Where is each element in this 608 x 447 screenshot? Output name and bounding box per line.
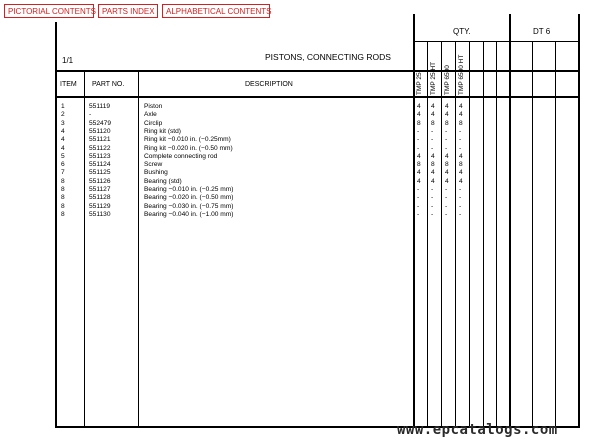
quantity-cell: 4	[459, 111, 463, 119]
qty-header: QTY.	[453, 27, 471, 36]
quantity-cell: 4	[445, 111, 449, 119]
quantity-cell: -	[445, 127, 448, 135]
quantity-cell: 4	[417, 111, 421, 119]
model-header-tmp6500: TMP 6500	[444, 65, 451, 95]
item-cell: 1	[61, 103, 65, 110]
quantity-cell: -	[417, 136, 420, 144]
description-cell: Ring kit (std)	[144, 127, 182, 135]
page-title: PISTONS, CONNECTING RODS	[265, 52, 391, 62]
quantity-cell: -	[431, 127, 434, 135]
quantity-cell: 4	[431, 111, 435, 119]
quantity-cell: -	[459, 127, 462, 135]
quantity-cell: 4	[445, 169, 449, 177]
quantity-cell: -	[459, 136, 462, 144]
item-column-header: ITEM	[60, 81, 77, 88]
part-number-cell: 551125	[89, 169, 111, 177]
quantity-cell: -	[417, 202, 420, 210]
description-cell: Bearing −0.020 in. (−0.50 mm)	[144, 194, 234, 202]
model-header-tmp6500ht: TMP 6500 HT	[458, 54, 465, 95]
part-number-cell: 551127	[89, 186, 111, 193]
item-cell: 8	[61, 202, 65, 210]
alphabetical-contents-button[interactable]: ALPHABETICAL CONTENTS	[162, 4, 270, 18]
part-number-cell: 551123	[89, 152, 111, 160]
quantity-cell: -	[431, 144, 434, 152]
quantity-cell: -	[417, 186, 420, 193]
description-cell: Bearing −0.040 in. (−1.00 mm)	[144, 210, 234, 218]
part-number-cell: 551121	[89, 136, 111, 144]
quantity-cell: -	[445, 194, 448, 202]
item-cell: 5	[61, 152, 65, 160]
quantity-cell: -	[459, 186, 462, 193]
quantity-cell: 8	[431, 119, 435, 127]
quantity-cell: 4	[445, 103, 449, 110]
item-cell: 3	[61, 119, 65, 127]
description-cell: Bushing	[144, 169, 168, 177]
quantity-cell: -	[459, 144, 462, 152]
description-column-header: DESCRIPTION	[245, 81, 293, 88]
item-cell: 8	[61, 210, 65, 218]
quantity-cell: 4	[431, 152, 435, 160]
quantity-cell: -	[417, 127, 420, 135]
part-number-cell: 551130	[89, 210, 111, 218]
quantity-cell: -	[459, 210, 462, 218]
quantity-cell: 4	[417, 103, 421, 110]
model-header-tmp25ht: TMP 25 HT	[430, 61, 437, 95]
item-cell: 8	[61, 194, 65, 202]
quantity-cell: -	[459, 202, 462, 210]
item-cell: 8	[61, 186, 65, 193]
description-cell: Complete connecting rod	[144, 152, 218, 160]
quantity-cell: 8	[417, 161, 421, 169]
doc-code: DT 6	[533, 27, 551, 36]
item-cell: 4	[61, 144, 65, 152]
quantity-cell: 8	[445, 161, 449, 169]
quantity-cell: -	[417, 210, 420, 218]
quantity-cell: -	[431, 186, 434, 193]
description-cell: Axle	[144, 111, 157, 119]
quantity-cell: 4	[431, 169, 435, 177]
quantity-cell: -	[431, 202, 434, 210]
item-cell: 6	[61, 161, 65, 169]
model-header-tmp25: TMP 25	[416, 72, 423, 95]
part-number-cell: 551124	[89, 161, 111, 169]
part-number-cell: 551120	[89, 127, 111, 135]
quantity-cell: 8	[459, 119, 463, 127]
page-number: 1/1	[62, 56, 74, 65]
item-cell: 4	[61, 136, 65, 144]
watermark: www.epcatalogs.com	[397, 422, 558, 438]
description-cell: Ring kit −0.020 in. (−0.50 mm)	[144, 144, 233, 152]
quantity-cell: -	[459, 194, 462, 202]
part-no-column-header: PART NO.	[92, 81, 125, 88]
description-cell: Screw	[144, 161, 163, 169]
pictorial-contents-button[interactable]: PICTORIAL CONTENTS	[4, 4, 94, 18]
quantity-cell: 4	[417, 177, 421, 185]
item-cell: 7	[61, 169, 65, 177]
quantity-cell: 8	[445, 119, 449, 127]
quantity-cell: 4	[417, 152, 421, 160]
part-number-cell: 551129	[89, 202, 111, 210]
quantity-cell: -	[445, 186, 448, 193]
quantity-cell: -	[417, 194, 420, 202]
quantity-cell: 8	[417, 119, 421, 127]
quantity-cell: -	[417, 144, 420, 152]
parts-index-button[interactable]: PARTS INDEX	[98, 4, 158, 18]
quantity-cell: 4	[445, 177, 449, 185]
part-number-cell: 551128	[89, 194, 111, 202]
part-number-cell: -	[89, 111, 92, 119]
description-cell: Bearing (std)	[144, 177, 182, 185]
item-cell: 2	[61, 111, 65, 119]
quantity-cell: -	[445, 136, 448, 144]
part-number-cell: 551122	[89, 144, 111, 152]
quantity-cell: 4	[445, 152, 449, 160]
part-number-cell: 551119	[89, 103, 111, 110]
item-cell: 8	[61, 177, 65, 185]
part-number-cell: 551126	[89, 177, 111, 185]
quantity-cell: -	[431, 210, 434, 218]
quantity-cell: 4	[431, 103, 435, 110]
quantity-cell: -	[445, 210, 448, 218]
quantity-cell: 8	[431, 161, 435, 169]
quantity-cell: -	[445, 144, 448, 152]
quantity-cell: 4	[459, 177, 463, 185]
description-cell: Bearing −0.030 in. (−0.75 mm)	[144, 202, 234, 210]
quantity-cell: 4	[459, 152, 463, 160]
quantity-cell: 8	[459, 161, 463, 169]
quantity-cell: -	[431, 136, 434, 144]
quantity-cell: 4	[431, 177, 435, 185]
quantity-cell: 4	[417, 169, 421, 177]
description-cell: Piston	[144, 103, 163, 110]
description-cell: Circlip	[144, 119, 163, 127]
description-cell: Ring kit −0.010 in. (−0.25mm)	[144, 136, 231, 144]
description-cell: Bearing −0.010 in. (−0.25 mm)	[144, 186, 234, 193]
item-cell: 4	[61, 127, 65, 135]
quantity-cell: 4	[459, 169, 463, 177]
quantity-cell: 4	[459, 103, 463, 110]
quantity-cell: -	[431, 194, 434, 202]
part-number-cell: 552479	[89, 119, 112, 127]
quantity-cell: -	[445, 202, 448, 210]
